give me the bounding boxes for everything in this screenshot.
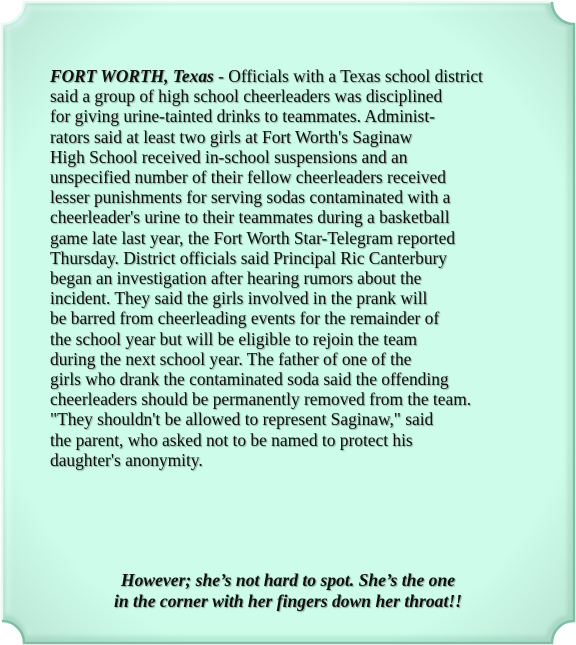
article-line: unspecified number of their fellow cheerleaders received (50, 167, 446, 188)
article-text: - Officials with a Texas school district (213, 66, 483, 86)
article-line: rators said at least two girls at Fort Worth's Saginaw (50, 126, 413, 147)
article-line: for giving urine-tainted drinks to teammates. Administ- (50, 106, 435, 127)
article-line: during the next school year. The father of one of the (50, 348, 412, 369)
article-line: girls who drank the contaminated soda said the offending (50, 369, 449, 390)
article-line: cheerleaders should be permanently removed from the team. (50, 389, 472, 410)
article-line: began an investigation after hearing rumors about the (50, 268, 422, 289)
punchline-line-2: in the corner with her fingers down her throat!! (113, 591, 463, 611)
punchline-line-1: However; she’s not hard to spot. She’s the one (120, 570, 456, 590)
article-line: the school year but will be eligible to rejoin the team (50, 328, 418, 349)
article-line: the parent, who asked not to be named to protect his (50, 429, 413, 450)
punchline-caption (0, 570, 576, 612)
article-line-1 (50, 66, 550, 86)
article-line: said a group of high school cheerleaders was disciplined (50, 86, 443, 107)
article-line: be barred from cheerleading events for the remainder of (50, 308, 440, 329)
article-line: Thursday. District officials said Principal Ric Canterbury (50, 247, 447, 268)
article-line: "They shouldn't be allowed to represent Saginaw," said (50, 409, 434, 430)
news-article (50, 66, 550, 470)
article-line: lesser punishments for serving sodas contaminated with a (50, 187, 451, 208)
article-line: cheerleader's urine to their teammates during a basketball (50, 207, 450, 228)
article-line: daughter's anonymity. (50, 449, 203, 470)
article-line: game late last year, the Fort Worth Star-Telegram reported (50, 227, 456, 248)
article-line: High School received in-school suspensions and an (50, 146, 408, 167)
article-line: incident. They said the girls involved in the prank will (50, 288, 428, 309)
article-dateline: FORT WORTH, Texas (50, 66, 214, 86)
